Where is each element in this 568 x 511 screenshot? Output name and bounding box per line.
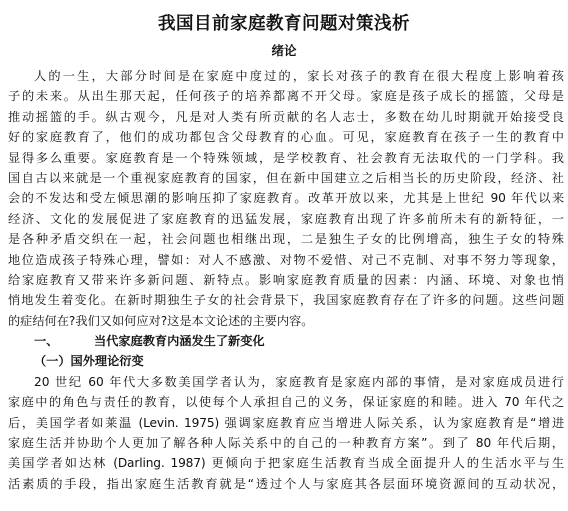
text-line: 给家庭教育又带来许多新问题、新特点。影响家庭教育质量的因素：内涵、环境、对象也悄 — [8, 272, 564, 287]
section-number: 一、 — [34, 334, 59, 349]
text-line: 显得多么重要。家庭教育是一个特殊领域，是学校教育、社会教育无法取代的一门学科。我 — [8, 150, 564, 165]
text-line: 子的未来。从出生那天起，任何孩子的培养都离不开父母。家庭是孩子成长的摇篮，父母是 — [8, 89, 564, 104]
text-line: 国自古以来就是一个重视家庭教育的国家，但在新中国建立之后相当长的历史阶段，经济、社 — [8, 170, 564, 185]
text-line: 推动摇篮的手。纵古观今，凡是对人类有所贡献的名人志士，多数在幼儿时期就开始接受良 — [8, 109, 564, 124]
text-line: 20 世纪 60 年代大多数美国学者认为，家庭教育是家庭内部的事情，是对家庭成员进行 — [34, 374, 564, 389]
section-heading — [8, 331, 564, 351]
text-line: 美国学者如达林 (Darling. 1987) 更倾向于把家庭生活教育当成全面提升人的生活水平与生 — [8, 456, 564, 471]
subsection-heading: （一）国外理论衍变 — [34, 354, 144, 369]
text-line: 家庭中的角色与责任的教育，以使每个人承担自己的义务，保证家庭的和睦。进入 70 年代之 — [8, 395, 564, 410]
text-line: 活素质的手段，指出家庭生活教育就是“透过个人与家庭其各层面环境资源间的互动状况， — [8, 476, 564, 491]
text-line: 人的一生，大部分时间是在家庭中度过的，家长对孩子的教育在很大程度上影响着孩 — [34, 69, 564, 83]
text-line: 会的不发达和受左倾思潮的影响压抑了家庭教育。改革开放以来，尤其是上世纪 90 年代以来 — [8, 191, 564, 206]
document-title: 我国目前家庭教育问题对策浅析 — [158, 14, 410, 34]
intro-heading: 绪论 — [271, 43, 297, 58]
text-line: 后，美国学者如莱温 (Levin. 1975) 强调家庭教育应当增进人际关系，认为家庭教育是“增进 — [8, 415, 564, 430]
section-title-text: 当代家庭教育内涵发生了新变化 — [94, 334, 265, 349]
text-line: 地位造成孩子特殊心理，譬如：对人不感激、对物不爱惜、对己不克制、对事不努力等现象， — [8, 252, 564, 267]
text-line: 好的家庭教育了，他们的成功都包含父母教育的心血。可见，家庭教育在孩子一生的教育中 — [8, 130, 564, 145]
text-line: 经济、文化的发展促进了家庭教育的迅猛发展，家庭教育出现了许多前所未有的新特征，一 — [8, 211, 564, 226]
text-line: 悄地发生着变化。在新时期独生子女的社会背景下，我国家庭教育存在了许多的问题。这些问题 — [8, 293, 564, 308]
text-line: 是各种矛盾交织在一起，社会问题也相继出现，二是独生子女的比例增高，独生子女的特殊 — [8, 232, 564, 247]
document-body — [8, 66, 564, 494]
text-line: 家庭生活并协助个人更加了解各种人际关系中的自己的一种教育方案”。到了 80 年代后期， — [8, 436, 564, 451]
text-line: 的症结何在?我们又如何应对?这是本文论述的主要内容。 — [8, 313, 314, 328]
